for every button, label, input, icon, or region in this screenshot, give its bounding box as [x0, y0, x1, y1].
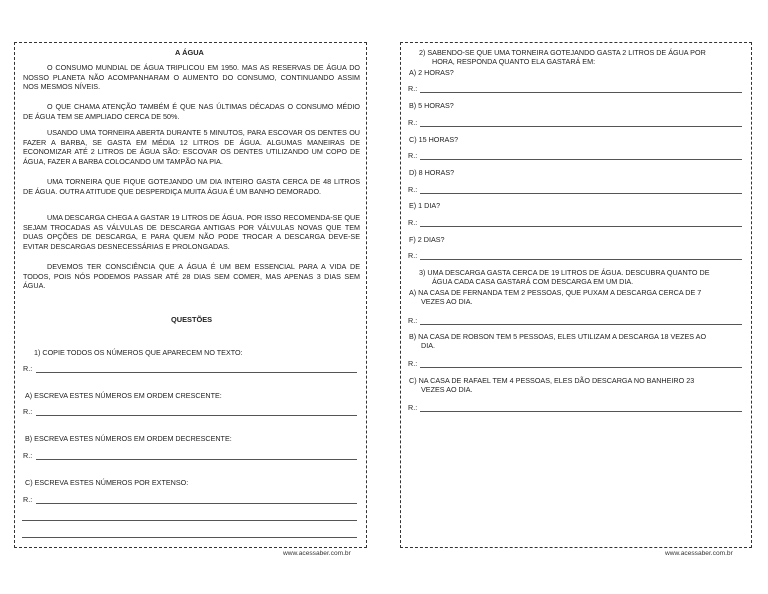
question-3: 3) UMA DESCARGA GASTA CERCA DE 19 LITROS DE ÁGUA. DESCUBRA QUANTO DE — [419, 268, 710, 277]
answer-label: R.: — [408, 84, 418, 93]
answer-label: R.: — [408, 251, 418, 260]
question-2c: C) 15 HORAS? — [409, 135, 459, 144]
answer-label: R.: — [408, 218, 418, 227]
answer-label: R.: — [408, 151, 418, 160]
answer-line[interactable] — [420, 226, 742, 227]
question-2b: B) 5 HORAS? — [409, 101, 454, 110]
question-3c: C) NA CASA DE RAFAEL TEM 4 PESSOAS, ELES DÃO DESCARGA NO BANHEIRO 23 — [409, 376, 695, 385]
question-3b: B) NA CASA DE ROBSON TEM 5 PESSOAS, ELES UTILIZAM A DESCARGA 18 VEZES AO — [409, 332, 707, 341]
paragraph-5: UMA DESCARGA CHEGA A GASTAR 19 LITROS DE ÁGUA. POR ISSO RECOMENDA-SE QUE SEJAM TROCADAS AS VÁLVULAS DE DESCARGA ANTIGAS POR VÁLVULAS NOVAS QUE TEM DUAS OPÇÕES DE DESCARGA, E PARA QUEM NÃO PODE TROCAR A DESCARGA DEVE-SE EVITAR DESCARGAS DESNECESSÁRIAS E PROLONGADAS. — [23, 213, 360, 251]
page-title: A ÁGUA — [175, 48, 204, 57]
question-2: 2) SABENDO-SE QUE UMA TORNEIRA GOTEJANDO GASTA 2 LITROS DE ÁGUA POR — [419, 48, 706, 57]
answer-label: R.: — [23, 364, 33, 373]
answer-label: R.: — [23, 495, 33, 504]
answer-line[interactable] — [22, 520, 357, 521]
question-2-continued: HORA, RESPONDA QUANTO ELA GASTARÁ EM: — [432, 57, 596, 66]
footer-url: www.acessaber.com.br — [665, 550, 733, 557]
answer-label: R.: — [408, 359, 418, 368]
question-1a: A) ESCREVA ESTES NÚMEROS EM ORDEM CRESCENTE: — [25, 391, 222, 400]
answer-line[interactable] — [420, 126, 742, 127]
answer-line[interactable] — [420, 193, 742, 194]
questions-heading: QUESTÕES — [171, 315, 213, 324]
paragraph-2: O QUE CHAMA ATENÇÃO TAMBÉM É QUE NAS ÚLTIMAS DÉCADAS O CONSUMO MÉDIO DE ÁGUA TEM SE AMPLIADO CERCA DE 50%. — [23, 102, 360, 121]
question-2d: D) 8 HORAS? — [409, 168, 455, 177]
answer-line[interactable] — [36, 459, 357, 460]
question-3b-continued: DIA. — [421, 341, 435, 350]
paragraph-4: UMA TORNEIRA QUE FIQUE GOTEJANDO UM DIA INTEIRO GASTA CERCA DE 48 LITROS DE ÁGUA. OUTRA ATITUDE QUE DESPERDIÇA MUITA ÁGUA É UM BANHO DEMORADO. — [23, 177, 360, 196]
answer-line[interactable] — [420, 367, 742, 368]
answer-line[interactable] — [420, 259, 742, 260]
answer-line[interactable] — [36, 503, 357, 504]
answer-label: R.: — [23, 407, 33, 416]
answer-label: R.: — [408, 118, 418, 127]
footer-url: www.acessaber.com.br — [283, 550, 351, 557]
question-2f: F) 2 DIAS? — [409, 235, 445, 244]
question-2e: E) 1 DIA? — [409, 201, 441, 210]
paragraph-6: DEVEMOS TER CONSCIÊNCIA QUE A ÁGUA É UM BEM ESSENCIAL PARA A VIDA DE TODOS, POIS NÓS PODEMOS PASSAR ATÉ 28 DIAS SEM COMER, MAS APENAS 3 DIAS SEM ÁGUA. — [23, 262, 360, 291]
answer-line[interactable] — [420, 159, 742, 160]
answer-line[interactable] — [22, 537, 357, 538]
question-1b: B) ESCREVA ESTES NÚMEROS EM ORDEM DECRESCENTE: — [25, 434, 232, 443]
question-3-continued: ÁGUA CADA CASA GASTARÁ COM DESCARGA EM UM DIA. — [432, 277, 634, 286]
question-1: 1) COPIE TODOS OS NÚMEROS QUE APARECEM NO TEXTO: — [34, 348, 243, 357]
paragraph-1: O CONSUMO MUNDIAL DE ÁGUA TRIPLICOU EM 1950. MAS AS RESERVAS DE ÁGUA DO NOSSO PLANETA NÃO ACOMPANHARAM O AUMENTO DO CONSUMO, CONTINUANDO ASSIM NOS MESMOS NÍVEIS. — [23, 63, 360, 92]
question-2a: A) 2 HORAS? — [409, 68, 454, 77]
answer-line[interactable] — [36, 372, 357, 373]
answer-line[interactable] — [420, 92, 742, 93]
question-3a-continued: VEZES AO DIA. — [421, 297, 473, 306]
answer-line[interactable] — [36, 415, 357, 416]
answer-label: R.: — [408, 316, 418, 325]
question-3a: A) NA CASA DE FERNANDA TEM 2 PESSOAS, QUE PUXAM A DESCARGA CERCA DE 7 — [409, 288, 702, 297]
paragraph-3: USANDO UMA TORNEIRA ABERTA DURANTE 5 MINUTOS, PARA ESCOVAR OS DENTES OU FAZER A BARBA, SE GASTA EM MÉDIA 12 LITROS DE ÁGUA. ALGUMAS MANEIRAS DE ECONOMIZAR ATÉ 2 LITROS DE ÁGUA SÃO: ESCOVAR OS DENTES UTILIZANDO UM COPO DE ÁGUA, FAZER A BARBA COLOCANDO UM TAMPÃO NA PIA. — [23, 128, 360, 166]
answer-label: R.: — [23, 451, 33, 460]
question-1c: C) ESCREVA ESTES NÚMEROS POR EXTENSO: — [25, 478, 189, 487]
answer-label: R.: — [408, 403, 418, 412]
answer-label: R.: — [408, 185, 418, 194]
answer-line[interactable] — [420, 411, 742, 412]
answer-line[interactable] — [420, 324, 742, 325]
question-3c-continued: VEZES AO DIA. — [421, 385, 473, 394]
